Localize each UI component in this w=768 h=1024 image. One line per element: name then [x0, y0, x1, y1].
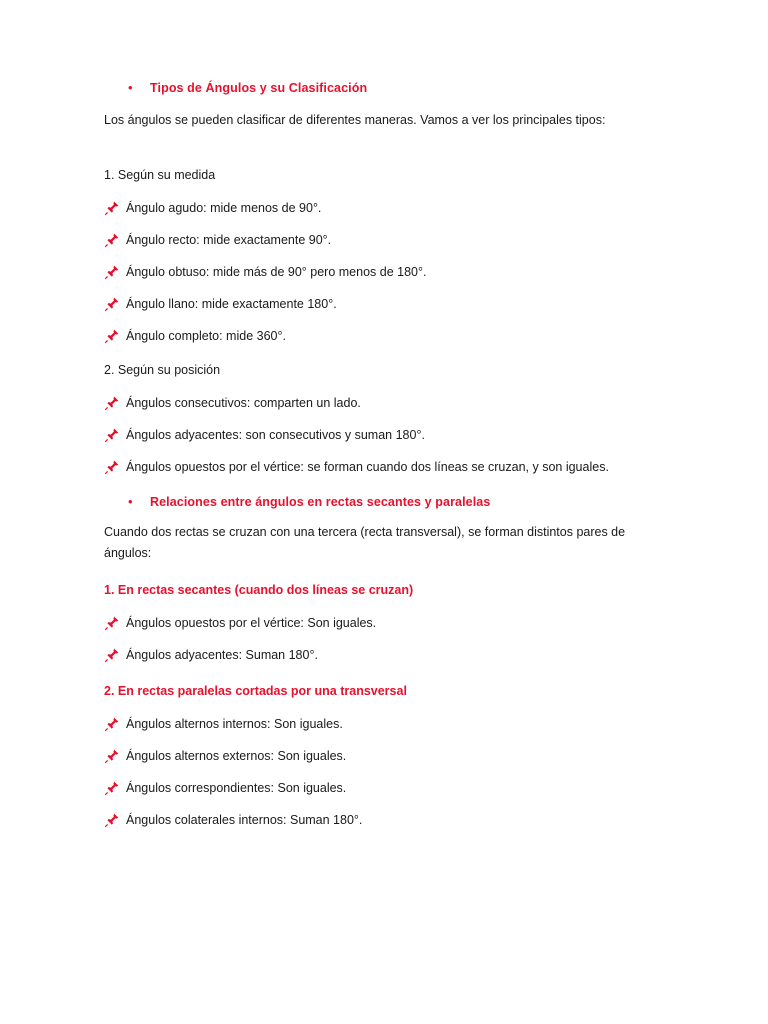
pushpin-icon — [104, 264, 126, 282]
list-item — [104, 747, 640, 766]
heading-text: Relaciones entre ángulos en rectas secantes y paralelas — [150, 495, 491, 509]
heading-relaciones-entre-angulos — [128, 492, 640, 512]
list-item — [104, 426, 640, 445]
pushpin-icon — [104, 812, 126, 830]
pushpin-icon — [104, 459, 126, 477]
pushpin-icon — [104, 296, 126, 314]
document-content — [104, 78, 640, 830]
list-item-label: Ángulos colaterales internos: Suman 180°. — [126, 813, 363, 827]
list-item-label: Ángulos opuestos por el vértice: se forman cuando dos líneas se cruzan, y son iguales. — [126, 460, 609, 474]
list-item-label: Ángulos alternos internos: Son iguales. — [126, 717, 343, 731]
list-item-label: Ángulos consecutivos: comparten un lado. — [126, 396, 361, 410]
list-item — [104, 646, 640, 665]
list-item — [104, 231, 640, 250]
list-item — [104, 811, 640, 830]
list-item-label: Ángulo obtuso: mide más de 90° pero menos de 180°. — [126, 265, 427, 279]
list-item-label: Ángulo completo: mide 360°. — [126, 329, 286, 343]
pushpin-icon — [104, 395, 126, 413]
list-item-label: Ángulo recto: mide exactamente 90°. — [126, 233, 332, 247]
list-item — [104, 614, 640, 633]
paragraph-rectas-transversal: Cuando dos rectas se cruzan con una tercera (recta transversal), se forman distintos pares de ángulos: — [104, 525, 626, 560]
section-label-rectas-paralelas: 2. En rectas paralelas cortadas por una transversal — [104, 684, 407, 698]
heading-text: Tipos de Ángulos y su Clasificación — [150, 81, 368, 95]
list-item — [104, 295, 640, 314]
list-item-label: Ángulos adyacentes: son consecutivos y suman 180°. — [126, 428, 425, 442]
list-item — [104, 327, 640, 346]
list-item-label: Ángulo agudo: mide menos de 90°. — [126, 201, 322, 215]
heading-tipos-de-angulos — [128, 78, 640, 98]
round-bullet-icon: • — [128, 494, 133, 509]
list-item-label: Ángulos alternos externos: Son iguales. — [126, 749, 347, 763]
intro-paragraph: Los ángulos se pueden clasificar de diferentes maneras. Vamos a ver los principales tipos: — [104, 113, 606, 127]
list-item-label: Ángulos adyacentes: Suman 180°. — [126, 648, 318, 662]
pushpin-icon — [104, 232, 126, 250]
list-item-label: Ángulo llano: mide exactamente 180°. — [126, 297, 337, 311]
list-item — [104, 458, 640, 477]
section-label-segun-su-medida: 1. Según su medida — [104, 168, 216, 182]
pushpin-icon — [104, 328, 126, 346]
pushpin-icon — [104, 647, 126, 665]
section-label-rectas-secantes: 1. En rectas secantes (cuando dos líneas se cruzan) — [104, 583, 414, 597]
pushpin-icon — [104, 615, 126, 633]
pushpin-icon — [104, 427, 126, 445]
pushpin-icon — [104, 780, 126, 798]
list-item-label: Ángulos opuestos por el vértice: Son iguales. — [126, 616, 377, 630]
list-item — [104, 199, 640, 218]
list-item — [104, 779, 640, 798]
list-item-label: Ángulos correspondientes: Son iguales. — [126, 781, 347, 795]
pushpin-icon — [104, 748, 126, 766]
pushpin-icon — [104, 716, 126, 734]
pushpin-icon — [104, 200, 126, 218]
list-item — [104, 263, 640, 282]
list-item — [104, 715, 640, 734]
list-item — [104, 394, 640, 413]
section-label-segun-su-posicion: 2. Según su posición — [104, 363, 221, 377]
round-bullet-icon: • — [128, 80, 133, 95]
